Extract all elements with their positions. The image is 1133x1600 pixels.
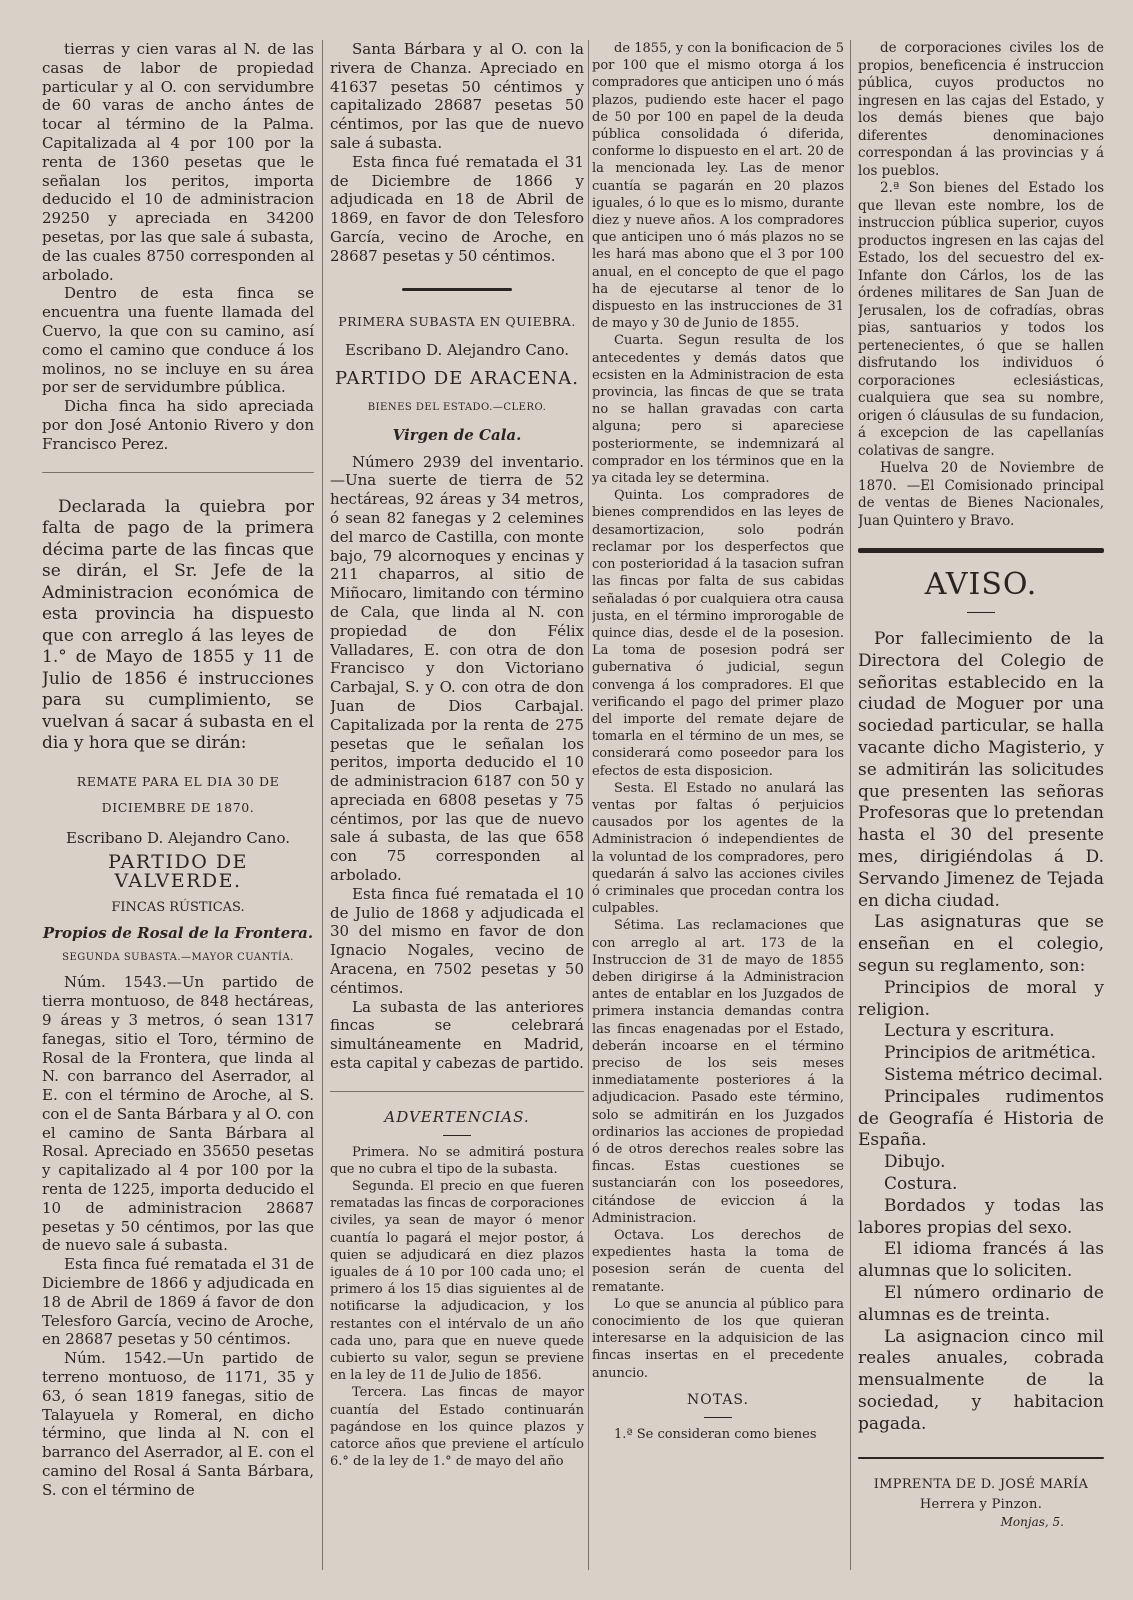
adv-sesta: Sesta. El Estado no anulará las ventas por faltas ó perjuicios causados por los agentes de la Administracion ó independientes de la voluntad de los compradores, pero quedarán á salvo las acciones civiles ó criminales que procedan contra los culpables. <box>592 780 844 917</box>
partido-valverde: PARTIDO DE VALVERDE. <box>108 851 248 893</box>
aviso-text: Por fallecimiento de la Directora del Colegio de señoritas establecido en la ciudad de Moguer por una sociedad particular, se halla vacante dicho Magisterio, y se admitirán las solicitudes que presenten las señoras Profesoras que lo pretendan hasta el 30 del presente mes, dirigiéndolas á D. Servando Jimenez de Tejada en dicha ciudad. <box>858 629 1104 911</box>
asignaturas: Las asignaturas que se enseñan en el colegio, segun su reglamento, son: <box>858 912 1104 976</box>
primera-subasta: PRIMERA SUBASTA EN QUIEBRA. <box>338 313 576 329</box>
nota-1: 1.ª Se consideran como bienes <box>614 1427 817 1443</box>
col2-para1: Santa Bárbara y al O. con la rivera de Chanza. Apreciado en 41637 pesetas 50 céntimos y capitalizado 28687 pesetas 50 céntimos, por las que de nuevo sale á subasta. <box>330 40 584 152</box>
escribano-1: Escribano D. Alejandro Cano. <box>66 828 290 847</box>
col4-para2: 2.ª Son bienes del Estado los que llevan este nombre, los de instruccion pública superior, cuyos productos ingresen en las cajas del Estado, los del secuestro del ex-Infante don Cárlos, los de las órdenes militares de San Juan de Jerusalen, los de cofradías, obras pias, santuarios y todos los pertenecientes, ó que se hallen disfrutando los individuos ó corporaciones eclesiásticas, cualquiera que sea su nombre, origen ó cláusulas de su fundacion, á excepcion de las capellanías colativas de sangre. <box>858 180 1104 459</box>
imprenta: IMPRENTA DE D. JOSÉ MARÍA Herrera y Pinzon. <box>873 1477 1089 1513</box>
adv-segunda: Segunda. El precio en que fueren rematadas las fincas de corporaciones civiles, ya sean de mayor ó menor cuantía lo pagará el mejor postor, á quien se adjudicará en diez plazos iguales de á 10 por 100 cada uno; el primero á los 15 dias siguientes al de notificarse la adjudicacion, y los restantes con el intérvalo de un año cada uno, para que en nueve quede cubierto su valor, segun se previene en la ley de 11 de Julio de 1856. <box>330 1179 584 1384</box>
asignatura-item: Dibujo. <box>884 1152 946 1173</box>
column-divider <box>322 40 323 1570</box>
asignatura-item: Bordados y todas las labores propias del sexo. <box>858 1195 1104 1238</box>
column-divider <box>588 40 589 1570</box>
col1-para3: Dicha finca ha sido apreciada por don José Antonio Rivero y don Francisco Perez. <box>42 397 314 453</box>
column-4 <box>858 40 1104 1590</box>
dash <box>967 612 995 613</box>
section-rule <box>402 288 512 291</box>
partido-aracena: PARTIDO DE ARACENA. <box>335 368 579 390</box>
asignatura-item: Principios de moral y religion. <box>858 977 1104 1020</box>
section-rule <box>42 472 314 473</box>
adv-primera: Primera. No se admitirá postura que no cubra el tipo de la subasta. <box>330 1144 584 1177</box>
asignatura-item: Principales rudimentos de Geografía é Historia de España. <box>858 1086 1104 1151</box>
rematada-1868: Esta finca fué rematada el 10 de Julio de 1868 y adjudicada el 30 del mismo en favor de don Ignacio Nogales, vecino de Aracena, en 7502 pesetas y 50 céntimos. <box>330 884 584 997</box>
asignatura-item: El idioma francés á las alumnas que lo soliciten. <box>858 1239 1104 1282</box>
monjas-address: Monjas, 5. <box>1000 1515 1064 1530</box>
anuncia: Lo que se anuncia al público para conocimiento de los que quieran interesarse en la adquisicion de las fincas insertas en el precedente anuncio. <box>592 1296 844 1381</box>
section-rule <box>858 1457 1104 1459</box>
num-1543: Núm. 1543.—Un partido de tierra montuoso, de 848 hectáreas, 9 áreas y 3 metros, ó sean 1317 fanegas, sitio el Toro, término de Rosal de la Frontera, que linda al N. con barranco del Aserrador, al E. con el término de Aroche, al S. con el de Santa Bárbara y al O. con el camino de Santa Bárbara al Rosal. Apreciado en 35650 pesetas y capitalizado al 4 por 100 por la renta de 1225, importa deducido el 10 de administracion 28687 pesetas y 50 céntimos, por las que de nuevo sale á subasta. <box>42 973 314 1255</box>
escribano-2: Escribano D. Alejandro Cano. <box>345 341 569 360</box>
dash <box>704 1417 732 1418</box>
asignatura-item: Sistema métrico decimal. <box>884 1064 1104 1085</box>
dash <box>443 1135 471 1136</box>
fincas-rusticas: FINCAS RÚSTICAS. <box>111 899 245 915</box>
adv-tercera: Tercera. Las fincas de mayor cuantía del Estado continuarán pagándose en los quince plazos y catorce años que previene el artículo 6.° de la ley de 1.° de mayo del año <box>330 1385 584 1470</box>
rematada-1866: Esta finca fué rematada el 31 de Diciembre de 1866 y adjudicada en 18 de Abril de 1869 á favor de don Telesforo García, vecino de Aroche, en 28687 pesetas y 50 céntimos. <box>42 1255 314 1349</box>
asignatura-item: La asignacion cinco mil reales anuales, cobrada mensualmente de la sociedad, y habitacion pagada. <box>858 1326 1104 1434</box>
num-1542: Núm. 1542.—Un partido de terreno montuoso, de 1171, 35 y 63, ó sean 1819 fanegas, sitio de Talayuela y Romeral, en dicho término, que linda al N. con el barranco del Aserrador, al E. con el camino del Rosal á Santa Bárbara, S. con el término de <box>42 1349 314 1499</box>
segunda-subasta: SEGUNDA SUBASTA.—MAYOR CUANTÍA. <box>62 951 294 963</box>
fecha-firma: Huelva 20 de Noviembre de 1870. —El Comisionado principal de ventas de Bienes Nacionales, Juan Quintero y Bravo. <box>858 460 1104 529</box>
asignatura-item: Lectura y escritura. <box>884 1021 1055 1042</box>
quiebra-notice: Declarada la quiebra por falta de pago de la primera décima parte de las fincas que se dirán, el Sr. Jefe de la Administracion económica de esta provincia ha dispuesto que con arreglo á las leyes de 1.° de Mayo de 1855 y 11 de Julio de 1856 é instrucciones para su cumplimiento, se vuelvan á sacar á subasta en el dia y hora que se dirán: <box>42 496 314 754</box>
advertencias-heading: ADVERTENCIAS. <box>384 1107 530 1126</box>
adv-octava: Octava. Los derechos de expedientes hasta la toma de posesion serán de cuenta del rematante. <box>592 1228 844 1295</box>
asignatura-item: Costura. <box>884 1173 958 1194</box>
col4-para1: de corporaciones civiles los de propios, beneficencia é instruccion pública, cuyos productos no ingresen en las cajas del Estado, y los demás bienes que bajo diferentes denominaciones correspondan á las provincias y á los pueblos. <box>858 40 1104 179</box>
column-2 <box>330 40 584 1590</box>
adv-quinta: Quinta. Los compradores de bienes comprendidos en las leyes de desamortizacion, solo podrán reclamar por los desperfectos que con posterioridad á la tasacion sufran las fincas por falta de sus cabidas señaladas ó por cualquiera otra causa justa, en el término improrogable de quince dias, desde el de la posesion. La toma de posesion podrá ser gubernativa ó judicial, segun convenga á los compradores. El que verificando el pago del primer plazo del importe del remate dejare de tomarla en el término de un mes, se considerará como poseedor para los efectos de esta disposicion. <box>592 488 844 779</box>
asignatura-item: El número ordinario de alumnas es de treinta. <box>858 1282 1104 1325</box>
section-rule <box>330 1091 584 1092</box>
col2-para2: Esta finca fué rematada el 31 de Diciembre de 1866 y adjudicada en 18 de Abril de 1869, en favor de don Telesforo García, vecino de Aroche, en 28687 pesetas y 50 céntimos. <box>330 152 584 265</box>
col1-para2: Dentro de esta finca se encuentra una fuente llamada del Cuervo, la que con su camino, así como el camino que conduce á los molinos, no se incluye en su área por ser de servidumbre pública. <box>42 284 314 397</box>
adv-cuarta: Cuarta. Segun resulta de los antecedentes y demás datos que ecsisten en la Administracion de esta provincia, las fincas de que se trata no se hallan gravadas con carta alguna; pero si apareciese posteriormente, se indemnizará al comprador en los términos que en la ya citada ley se determina. <box>592 333 844 487</box>
virgen-cala: Virgen de Cala. <box>392 425 522 444</box>
notas-heading: NOTAS. <box>687 1391 749 1408</box>
asignatura-item: Principios de aritmética. <box>884 1043 1096 1064</box>
column-3 <box>592 40 844 1590</box>
col3-para1: de 1855, y con la bonificacion de 5 por 100 que el mismo otorga á los compradores que anticipen uno ó más plazos, pudiendo este hacer el pago de 50 por 100 en papel de la deuda pública consolidada ó diferida, conforme lo dispuesto en el art. 20 de la mencionada ley. Las de menor cuantía se pagarán en 20 plazos iguales, ó lo que es lo mismo, durante diez y nueve años. A los compradores que anticipen uno ó más plazos no se les hará mas abono que el 3 por 100 anual, en el concepto de que el pago ha de ejecutarse al tenor de lo dispuesto en las instrucciones de 31 de mayo y 30 de Junio de 1855. <box>592 41 844 332</box>
col1-para1: tierras y cien varas al N. de las casas de labor de propiedad particular y al O. con servidumbre de 60 varas de ancho ántes de tocar al término de la Palma. Capitalizada al 4 por 100 por la renta de 1360 pesetas que le señalan los peritos, importa deducido el 10 de administracion 29250 y apreciada en 34200 pesetas, por las que sale á subasta, de las cuales 8750 corresponden al arbolado. <box>42 40 314 284</box>
propios-rosal: Propios de Rosal de la Frontera. <box>42 923 314 942</box>
column-1 <box>42 40 314 1590</box>
section-rule <box>858 548 1104 553</box>
column-divider <box>850 40 851 1570</box>
bienes-clero: BIENES DEL ESTADO.—CLERO. <box>367 401 547 413</box>
simultanea: La subasta de las anteriores fincas se celebrará simultáneamente en Madrid, esta capital y cabezas de partido. <box>330 997 584 1073</box>
aviso-title: AVISO. <box>924 567 1038 602</box>
remate-heading: REMATE PARA EL DIA 30 DE DICIEMBRE DE 1870. <box>76 773 280 815</box>
num-2939: Número 2939 del inventario. —Una suerte de tierra de 52 hectáreas, 92 áreas y 34 metros, ó sean 82 fanegas y 2 celemines del marco de Castilla, con monte bajo, 79 alcornoques y encinas y 211 chaparros, al sitio de Miñocaro, limitando con término de Cala, que linda al N. con propiedad de don Félix Valladares, E. con otra de don Francisco y don Victoriano Carbajal, S. y O. con otra de don Juan de Dios Carbajal. Capitalizada por la renta de 275 pesetas que le señalan los peritos, importa deducido el 10 de administracion 6187 con 50 y apreciada en 6808 pesetas y 75 céntimos, por las que de nuevo sale á subasta, de las que 658 con 75 corresponden al arbolado. <box>330 452 584 885</box>
adv-setima: Sétima. Las reclamaciones que con arreglo al art. 173 de la Instruccion de 31 de mayo de 1855 deben dirigirse á la Administracion antes de entablar en los Juzgados de primera instancia demandas contra las fincas enagenadas por el Estado, deberán incoarse en el término preciso de los seis meses inmediatamente posteriores á la adjudicacion. Pasado este término, solo se admitirán en los Juzgados ordinarios las acciones de propiedad ó de otros derechos reales sobre las fincas. Estas cuestiones se sustanciarán con los poseedores, citándose de eviccion á la Administracion. <box>592 918 844 1226</box>
